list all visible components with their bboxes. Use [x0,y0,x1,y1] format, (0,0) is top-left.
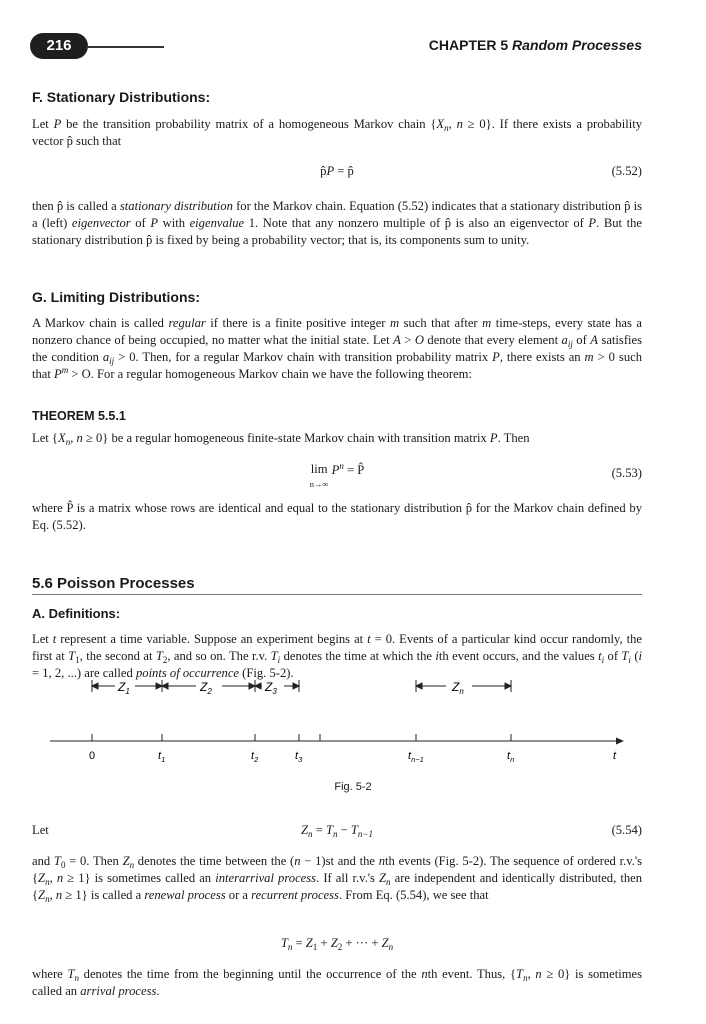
arrowhead [162,683,168,689]
arrowhead [293,683,299,689]
timeline-diagram [0,670,706,780]
section-f-intro: Let P be the transition probability matrix of a homogeneous Markov chain {$X_n$, n ≥ 0}. If there exists a probability vector p̂ such that [32,117,643,148]
equation-5-54: Let $Z_n = T_n - T_{n-1}$ (5.54) [32,823,642,839]
subsection-a-heading: A. Definitions: [32,606,121,621]
chapter-heading [429,37,642,54]
equation-lead: Let [32,823,49,837]
interarrival-paragraph: and $T_0 = 0$. Then $Z_n$ denotes the time between the (n − 1)st and the nth events (Fig. 5-2). The sequence of ordered r.v.'s {$Z_n$, n ≥ 1} is sometimes called an interarrival process. If all r.v.'s $Z_n$ are independent and identically distributed, then {$Z_n$, n ≥ 1} is called a renewal process or a recurrent process. From Eq. (5.54), we see that [32,854,643,904]
interval-label-z1: $Z_1$ [118,680,130,696]
time-axis-arrowhead [616,738,624,745]
section-rule [32,594,642,595]
section-g-body: A Markov chain is called regular if there is a finite positive integer m such that after m time-steps, every state has a nonzero chance of being occupied, no matter what the initial state. Let A > O denote that every element $a_{ij}$ of A satisfies the condition $a_{ij} > 0$. Then, for a regular Markov chain with transition probability matrix P, there exists an m > 0 such that $P^m > O$. For a regular homogeneous Markov chain we have the following theorem: [32,316,643,381]
definitions-paragraph: Let t represent a time variable. Suppose an experiment begins at t = 0. Events of a particular kind occur randomly, the first at $T_1$, the second at $T_2$, and so on. The r.v. $T_i$ denotes the time at which the ith event occurs, and the values $t_i$ of $T_i$ (i = 1, 2, ...) are called points of occurrence (Fig. 5-2). [32,632,643,680]
section-g-heading: G. Limiting Distributions: [32,289,200,305]
chapter-label: CHAPTER 5 [428,37,509,53]
equation-number: (5.54) [611,823,642,837]
axis-label-t: t [613,750,617,762]
interval-label-z2: $Z_2$ [200,680,212,696]
interval-label-zn: $Z_n$ [452,680,464,696]
equation-number: (5.52) [611,164,642,178]
page-number-badge: 216 [30,33,88,59]
figure-caption: Fig. 5-2 [334,781,372,793]
equation-arrival-sum: $T_n = Z_1 + Z_2$ + ··· + $Z_n$ [280,936,394,952]
section-g-conclusion: where P̂ is a matrix whose rows are identical and equal to the stationary distribution p̂ for the Markov chain defined by Eq. (5.52). [32,501,642,532]
arrowhead [92,683,98,689]
section-5-6-heading: 5.6 Poisson Processes [32,575,195,592]
axis-label-t3: $t_3$ [295,750,303,764]
arrival-paragraph: where $T_n$ denotes the time from the beginning until the occurrence of the nth event. Thus, {$T_n$, n ≥ 0} is sometimes called an arrival process. [32,967,642,998]
figure-5-2 [0,670,706,780]
axis-label-t1: $t_1$ [158,750,166,764]
arrowhead [505,683,511,689]
arrowhead [416,683,422,689]
equation-5-53: lim n→∞ $P^n$ = P̂ (5.53) [309,461,642,489]
chapter-title: Random Processes [512,37,642,53]
header-rule [86,46,164,48]
axis-label-0: 0 [89,750,96,762]
interval-label-z3: $Z_3$ [265,680,277,696]
axis-label-tn-1: $t_{n-1}$ [408,750,424,764]
section-f-body: then p̂ is called a stationary distribution for the Markov chain. Equation (5.52) indicates that a stationary distribution p̂ is a (left) eigenvector of P with eigenvalue 1. Note that any nonzero multiple of p̂ is also an eigenvector of P. But the stationary distribution p̂ is fixed by being a probability vector; that is, its components sum to unity. [32,199,643,247]
theorem-label: THEOREM 5.5.1 [32,409,126,423]
axis-label-t2: $t_2$ [251,750,259,764]
equation-5-52: p̂P = p̂ (5.52) [320,164,642,178]
equation-number: (5.53) [611,466,642,480]
section-f-heading: F. Stationary Distributions: [32,89,211,105]
axis-label-tn: $t_n$ [507,750,515,764]
arrowhead [255,683,261,689]
theorem-statement: Let {$X_n$, n ≥ 0} be a regular homogeneous finite-state Markov chain with transition matrix P. Then [32,431,530,447]
